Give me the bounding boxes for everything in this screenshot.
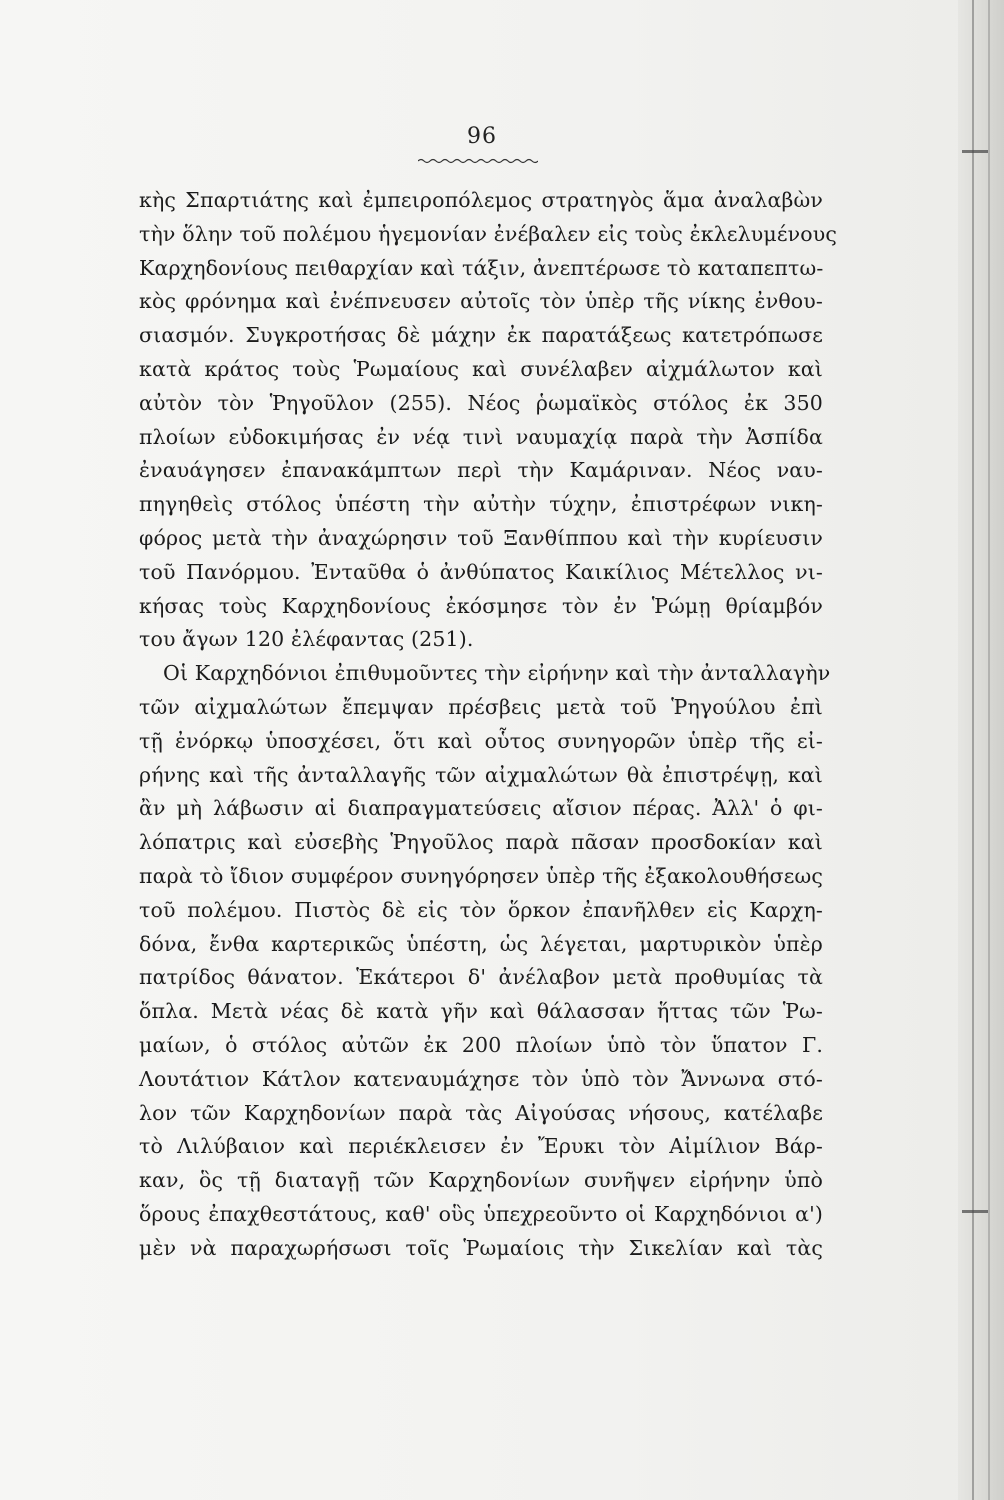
text-line: κήσας τοὺς Καρχηδονίους ἐκόσμησε τὸν ἐν Ῥώμῃ θρίαμβόν	[139, 593, 823, 618]
text-line: τῶν αἰχμαλώτων ἔπεμψαν πρέσβεις μετὰ τοῦ Ῥηγούλου ἐπὶ	[139, 694, 823, 719]
text-line: κὸς φρόνημα καὶ ἐνέπνευσεν αὐτοῖς τὸν ὑπὲρ τῆς νίκης ἐνθου-	[139, 289, 823, 314]
text-line: ἐναυάγησεν ἐπανακάμπτων περὶ τὴν Καμάριναν. Νέος ναυ-	[139, 458, 823, 483]
text-line: κατὰ κράτος τοὺς Ῥωμαίους καὶ συνέλαβεν αἰχμάλωτον καὶ	[139, 356, 823, 381]
edge-line	[972, 0, 974, 1500]
text-line: καν, ὃς τῇ διαταγῇ τῶν Καρχηδονίων συνῆψεν εἰρήνην ὑπὸ	[139, 1168, 823, 1193]
text-line: τὴν ὅλην τοῦ πολέμου ἡγεμονίαν ἐνέβαλεν εἰς τοὺς ἐκλελυμένους	[139, 221, 837, 246]
text-line: λόπατρις καὶ εὐσεβὴς Ῥηγοῦλος παρὰ πᾶσαν προσδοκίαν καὶ	[139, 830, 823, 855]
text-line: Οἱ Καρχηδόνιοι ἐπιθυμοῦντες τὴν εἰρήνην καὶ τὴν ἀνταλλαγὴν	[163, 661, 831, 686]
text-line: ὅπλα. Μετὰ νέας δὲ κατὰ γῆν καὶ θάλασσαν ἥττας τῶν Ῥω-	[139, 999, 823, 1024]
body-text	[139, 184, 837, 1266]
text-line: τὸ Λιλύβαιον καὶ περιέκλεισεν ἐν Ἔρυκι τὸν Αἰμίλιον Βάρ-	[139, 1134, 823, 1159]
edge-tick	[962, 1210, 988, 1213]
text-line: Λουτάτιον Κάτλον κατεναυμάχησε τὸν ὑπὸ τὸν Ἄννωνα στό-	[139, 1066, 823, 1091]
edge-line	[988, 0, 990, 1500]
text-line: φόρος μετὰ τὴν ἀναχώρησιν τοῦ Ξανθίππου καὶ τὴν κυρίευσιν	[139, 525, 823, 550]
text-line: τοῦ Πανόρμου. Ἐνταῦθα ὁ ἀνθύπατος Καικίλιος Μέτελλος νι-	[139, 559, 823, 584]
header-ornament	[418, 158, 538, 164]
text-line: πλοίων εὐδοκιμήσας ἐν νέᾳ τινὶ ναυμαχίᾳ παρὰ τὴν Ἀσπίδα	[139, 424, 823, 449]
text-line: του ἄγων 120 ἐλέφαντας (251).	[139, 627, 474, 652]
text-line: μὲν νὰ παραχωρήσωσι τοῖς Ῥωμαίοις τὴν Σικελίαν καὶ τὰς	[139, 1235, 823, 1260]
text-line: τοῦ πολέμου. Πιστὸς δὲ εἰς τὸν ὅρκον ἐπανῆλθεν εἰς Καρχη-	[139, 897, 823, 922]
text-line: κὴς Σπαρτιάτης καὶ ἐμπειροπόλεμος στρατηγὸς ἅμα ἀναλαβὼν	[139, 188, 823, 212]
paragraph	[139, 184, 837, 657]
text-line: τῇ ἐνόρκῳ ὑποσχέσει, ὅτι καὶ οὗτος συνηγορῶν ὑπὲρ τῆς εἰ-	[139, 728, 823, 753]
text-line: ὅρους ἐπαχθεστάτους, καθ' οὓς ὑπεχρεοῦντο οἱ Καρχηδόνιοι α')	[139, 1201, 823, 1226]
page-number: 96	[467, 124, 497, 149]
text-line: πηγηθεὶς στόλος ὑπέστη τὴν αὐτὴν τύχην, ἐπιστρέφων νικη-	[139, 492, 823, 517]
text-line: ἂν μὴ λάβωσιν αἱ διαπραγματεύσεις αἴσιον πέρας. Ἀλλ' ὁ φι-	[139, 796, 823, 821]
text-line: αὐτὸν τὸν Ῥηγοῦλον (255). Νέος ῥωμαϊκὸς στόλος ἐκ 350	[139, 390, 823, 415]
text-line: δόνα, ἔνθα καρτερικῶς ὑπέστη, ὡς λέγεται, μαρτυρικὸν ὑπὲρ	[139, 931, 823, 956]
text-line: λον τῶν Καρχηδονίων παρὰ τὰς Αἰγούσας νήσους, κατέλαβε	[139, 1100, 823, 1125]
text-line: πατρίδος θάνατον. Ἑκάτεροι δ' ἀνέλαβον μετὰ προθυμίας τὰ	[139, 965, 823, 990]
paragraph	[139, 657, 831, 1265]
text-line: Καρχηδονίους πειθαρχίαν καὶ τάξιν, ἀνεπτέρωσε τὸ καταπεπτω-	[139, 255, 824, 280]
text-line: σιασμόν. Συγκροτήσας δὲ μάχην ἐκ παρατάξεως κατετρόπωσε	[139, 323, 823, 348]
binding-edge	[958, 0, 1004, 1500]
edge-tick	[962, 150, 988, 153]
text-line: παρὰ τὸ ἴδιον συμφέρον συνηγόρησεν ὑπὲρ τῆς ἐξακολουθήσεως	[139, 863, 823, 888]
text-line: ρήνης καὶ τῆς ἀνταλλαγῆς τῶν αἰχμαλώτων θὰ ἐπιστρέψῃ, καὶ	[139, 762, 823, 787]
text-line: μαίων, ὁ στόλος αὐτῶν ἐκ 200 πλοίων ὑπὸ τὸν ὕπατον Γ.	[139, 1032, 823, 1057]
